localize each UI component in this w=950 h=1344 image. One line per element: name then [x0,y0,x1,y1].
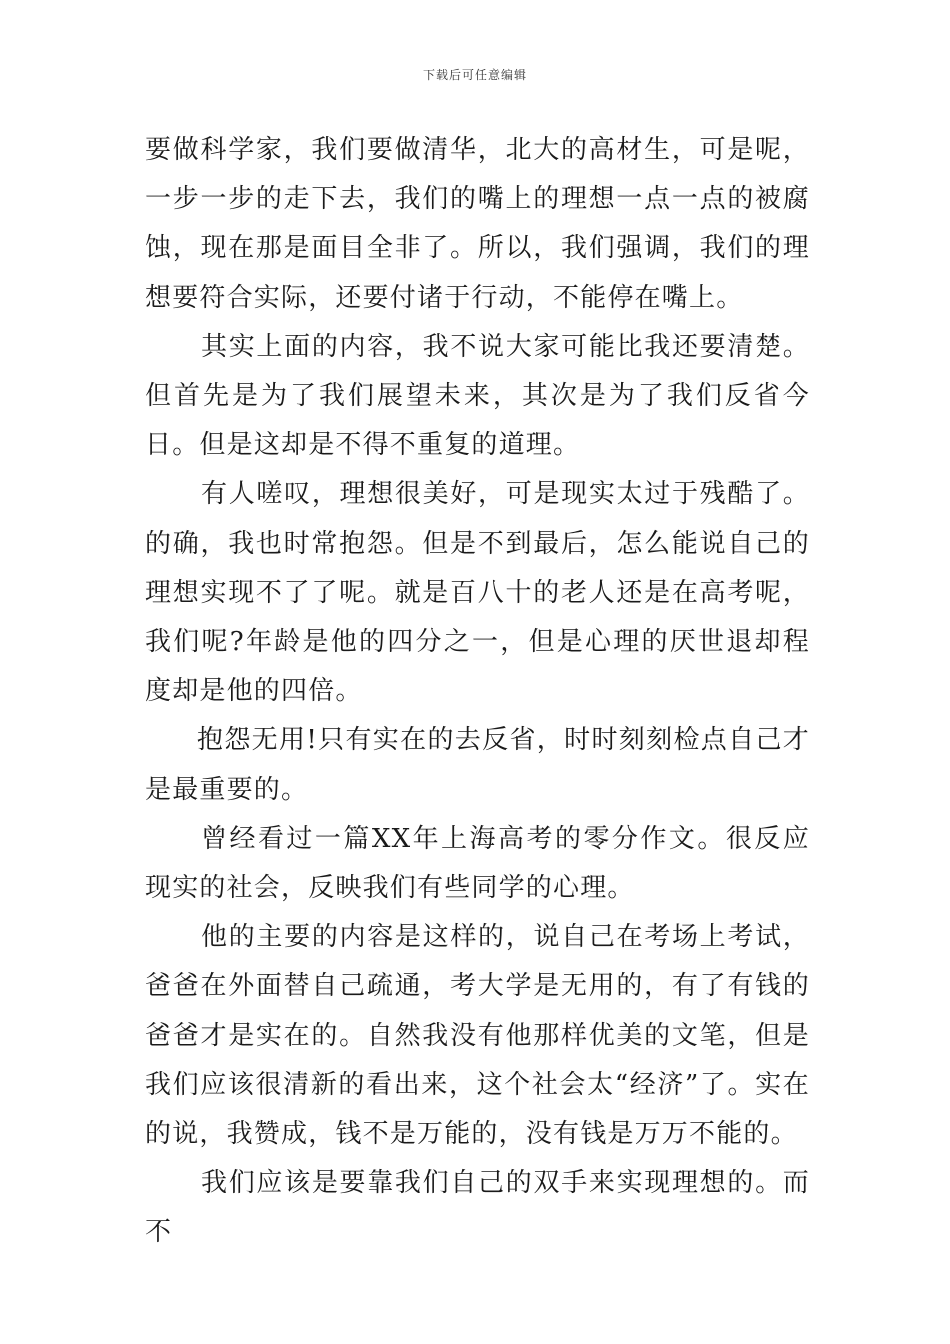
paragraph-4: 抱怨无用!只有实在的去反省，时时刻刻检点自己才是最重要的。 [145,725,810,805]
paragraph-2: 其实上面的内容，我不说大家可能比我还要清楚。但首先是为了我们展望未来，其次是为了我们反省今日。但是这却是不得不重复的道理。 [145,331,810,461]
paragraph-3: 有人嗟叹，理想很美好，可是现实太过于残酷了。的确，我也时常抱怨。但是不到最后，怎么能说自己的理想实现不了了呢。就是百八十的老人还是在高考呢，我们呢?年龄是他的四分之一，但是心理的厌世退却程度却是他的四倍。 [145,479,810,707]
page-header: 下载后可任意编辑 [422,68,527,82]
paragraph-1: 要做科学家，我们要做清华，北大的高材生，可是呢，一步一步的走下去，我们的嘴上的理想一点一点的被腐蚀，现在那是面目全非了。所以，我们强调，我们的理想要符合实际，还要付诸于行动，不能停在嘴上。 [145,135,810,313]
document-body [145,126,810,1258]
paragraph-5: 曾经看过一篇XX年上海高考的零分作文。很反应现实的社会，反映我们有些同学的心理。 [145,823,810,904]
paragraph-7: 我们应该是要靠我们自己的双手来实现理想的。而不 [145,1168,810,1248]
paragraph-6: 他的主要的内容是这样的，说自己在考场上考试，爸爸在外面替自己疏通，考大学是无用的，有了有钱的爸爸才是实在的。自然我没有他那样优美的文笔，但是我们应该很清新的看出来，这个社会太“经济”了。实在的说，我赞成，钱不是万能的，没有钱是万万不能的。 [145,922,810,1150]
